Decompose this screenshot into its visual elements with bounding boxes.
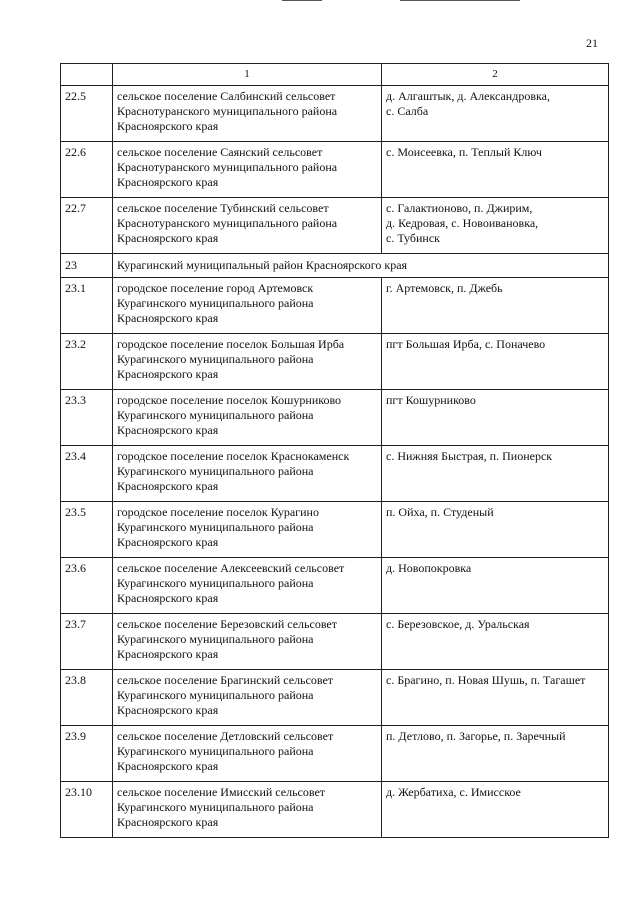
- row-number-cell: 22.5: [61, 86, 113, 142]
- table-row: [61, 726, 609, 782]
- municipality-name-text: городское поселение поселок Курагино Курагинского муниципального района Красноярского края: [117, 505, 319, 549]
- settlements-text: д. Новопокровка: [386, 561, 472, 575]
- table-row: [61, 142, 609, 198]
- table-row: [61, 782, 609, 838]
- row-number-cell: 23.9: [61, 726, 113, 782]
- settlements-text: с. Галактионово, п. Джирим, д. Кедровая, с. Новоивановка, с. Тубинск: [386, 201, 539, 245]
- row-number-cell: 23.10: [61, 782, 113, 838]
- settlements-cell: [382, 782, 609, 838]
- municipality-name-cell: [113, 726, 382, 782]
- table-row: [61, 334, 609, 390]
- municipality-name-cell: [113, 390, 382, 446]
- settlements-cell: [382, 446, 609, 502]
- municipality-name-text: сельское поселение Тубинский сельсовет Краснотуранского муниципального района Красноярского края: [117, 201, 338, 245]
- municipality-name-cell: [113, 86, 382, 142]
- settlements-text: п. Детлово, п. Загорье, п. Заречный: [386, 729, 566, 743]
- row-number-cell: 23.1: [61, 278, 113, 334]
- header-cell-column-2: 2: [382, 64, 609, 86]
- row-number-cell: 23.6: [61, 558, 113, 614]
- settlements-cell: [382, 86, 609, 142]
- settlements-text: п. Ойха, п. Студеный: [386, 505, 494, 519]
- municipality-name-cell: [113, 278, 382, 334]
- settlements-text: с. Моисеевка, п. Теплый Ключ: [386, 145, 542, 159]
- municipality-name-text: сельское поселение Детловский сельсовет Курагинского муниципального района Красноярского края: [117, 729, 334, 773]
- municipality-name-text: сельское поселение Имисский сельсовет Курагинского муниципального района Красноярского края: [117, 785, 326, 829]
- page-number: 21: [586, 36, 598, 50]
- settlements-cell: [382, 142, 609, 198]
- municipality-name-text: Курагинский муниципальный район Красноярского края: [117, 258, 408, 272]
- row-number-cell: 23.2: [61, 334, 113, 390]
- top-rule-left: [282, 0, 322, 1]
- top-rule-right: [400, 0, 520, 1]
- municipality-name-text: городское поселение город Артемовск Курагинского муниципального района Красноярского края: [117, 281, 314, 325]
- municipality-name-cell: [113, 502, 382, 558]
- table-row: [61, 614, 609, 670]
- settlements-cell: [382, 558, 609, 614]
- municipality-name-text: городское поселение поселок Кошурниково Курагинского муниципального района Красноярского края: [117, 393, 342, 437]
- municipality-name-cell: [113, 670, 382, 726]
- district-name-cell: [113, 254, 609, 278]
- row-number-cell: 23.4: [61, 446, 113, 502]
- municipality-name-cell: [113, 558, 382, 614]
- municipality-name-text: сельское поселение Березовский сельсовет Курагинского муниципального района Красноярского края: [117, 617, 337, 661]
- row-number-cell: 23.3: [61, 390, 113, 446]
- header-cell-column-1: 1: [113, 64, 382, 86]
- settlements-text: д. Алгаштык, д. Александровка, с. Салба: [386, 89, 550, 118]
- settlements-cell: [382, 198, 609, 254]
- municipality-name-cell: [113, 198, 382, 254]
- row-number-cell: 23.8: [61, 670, 113, 726]
- table-row: [61, 278, 609, 334]
- header-cell-number: [61, 64, 113, 86]
- settlements-cell: [382, 278, 609, 334]
- table-row: [61, 390, 609, 446]
- municipality-name-text: городское поселение поселок Большая Ирба Курагинского муниципального района Красноярского края: [117, 337, 345, 381]
- settlements-text: с. Брагино, п. Новая Шушь, п. Тагашет: [386, 673, 586, 687]
- table-header-row: [61, 64, 609, 86]
- table-row: [61, 502, 609, 558]
- row-number-cell: 23.7: [61, 614, 113, 670]
- settlements-text: пгт Большая Ирба, с. Поначево: [386, 337, 546, 351]
- municipality-name-cell: [113, 334, 382, 390]
- settlements-text: с. Нижняя Быстрая, п. Пионерск: [386, 449, 553, 463]
- settlements-text: пгт Кошурниково: [386, 393, 476, 407]
- municipality-name-text: сельское поселение Салбинский сельсовет Краснотуранского муниципального района Красноярского края: [117, 89, 338, 133]
- settlements-cell: [382, 614, 609, 670]
- row-number-cell: 23.5: [61, 502, 113, 558]
- municipality-name-text: сельское поселение Саянский сельсовет Краснотуранского муниципального района Красноярского края: [117, 145, 338, 189]
- municipality-name-cell: [113, 446, 382, 502]
- row-number-cell: 23: [61, 254, 113, 278]
- municipality-name-cell: [113, 614, 382, 670]
- settlements-cell: [382, 670, 609, 726]
- municipality-name-cell: [113, 142, 382, 198]
- municipality-name-text: сельское поселение Брагинский сельсовет Курагинского муниципального района Красноярского края: [117, 673, 334, 717]
- settlements-cell: [382, 502, 609, 558]
- settlements-cell: [382, 334, 609, 390]
- row-number-cell: 22.6: [61, 142, 113, 198]
- table-row: [61, 86, 609, 142]
- row-number-cell: 22.7: [61, 198, 113, 254]
- municipality-name-text: городское поселение поселок Краснокаменск Курагинского муниципального района Красноярского края: [117, 449, 350, 493]
- table-group-row: [61, 254, 609, 278]
- settlements-cell: [382, 390, 609, 446]
- table-row: [61, 198, 609, 254]
- settlements-table: [60, 63, 609, 838]
- table-row: [61, 446, 609, 502]
- settlements-text: д. Жербатиха, с. Имисское: [386, 785, 521, 799]
- municipality-name-text: сельское поселение Алексеевский сельсовет Курагинского муниципального района Красноярского края: [117, 561, 345, 605]
- table-row: [61, 558, 609, 614]
- settlements-cell: [382, 726, 609, 782]
- table-row: [61, 670, 609, 726]
- municipality-name-cell: [113, 782, 382, 838]
- settlements-text: г. Артемовск, п. Джебь: [386, 281, 503, 295]
- settlements-text: с. Березовское, д. Уральская: [386, 617, 530, 631]
